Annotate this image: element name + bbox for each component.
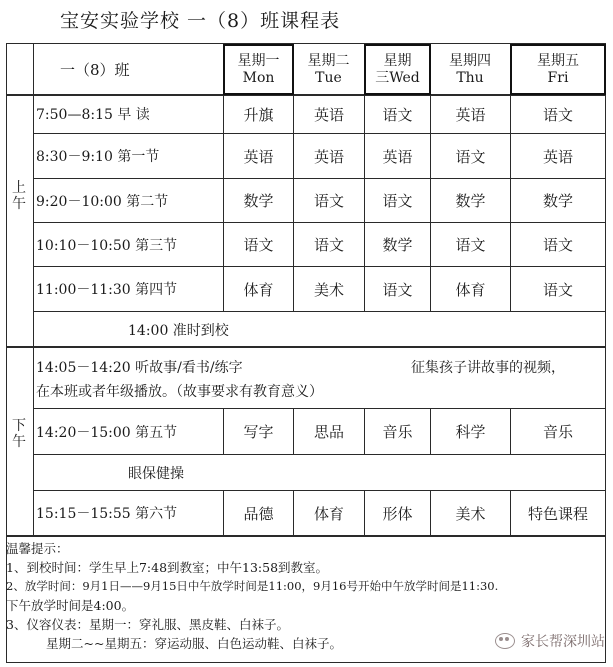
row-time: 10:10－10:50 第三节	[36, 237, 178, 254]
row-time: 8:30－9:10 第一节	[36, 149, 160, 165]
subject-cell-tue: 语文	[313, 236, 344, 254]
subject-cell-thu: 语文	[455, 147, 486, 166]
row6-tue: 体育	[313, 504, 344, 523]
subject-cell-mon: 数学	[243, 192, 274, 210]
notes-line: 星期二~~星期五：穿运动服、白色运动鞋、白袜子。	[46, 636, 342, 651]
subject-cell-tue: 英语	[313, 147, 344, 166]
class-label: 一（8）班	[60, 60, 130, 79]
subject-cell-wed: 英语	[382, 147, 413, 166]
watermark	[495, 631, 605, 651]
afternoon-label: 下 午	[12, 418, 26, 450]
subject-cell-thu: 体育	[455, 280, 486, 299]
notes-line: 1、到校时间：学生早上7:48到教室；中午13:58到教室。	[6, 560, 329, 575]
row-time: 7:50—8:15 早 读	[36, 107, 150, 123]
row-time: 9:20－10:00 第二节	[36, 193, 169, 210]
subject-cell-wed: 语文	[382, 105, 413, 124]
header-wednesday	[364, 44, 431, 95]
subject-cell-thu: 英语	[455, 105, 486, 124]
story-time: 14:05－14:20 听故事/看书/练字	[36, 360, 243, 376]
page-title: 宝安实验学校 一（8）班课程表	[60, 10, 341, 32]
row5-wed: 音乐	[382, 423, 413, 441]
notes-line: 3、仪容仪表：星期一：穿礼服、黑皮鞋、白袜子。	[6, 617, 289, 632]
subject-cell-tue: 英语	[313, 105, 344, 124]
row5-time: 14:20－15:00 第五节	[36, 424, 178, 441]
row6-wed: 形体	[382, 504, 413, 523]
subject-cell-mon: 体育	[243, 280, 274, 299]
header-monday	[223, 44, 294, 95]
wechat-icon	[495, 633, 515, 649]
day-en: Tue	[315, 69, 342, 86]
header-thursday	[430, 44, 510, 95]
story-video-note: 征集孩子讲故事的视频，	[411, 360, 565, 376]
subject-cell-wed: 语文	[382, 280, 413, 299]
day-en: 三Wed	[375, 69, 420, 86]
arrive-note: 14:00 准时到校	[128, 323, 229, 339]
notes-line: 下午放学时间是4:00。	[6, 598, 135, 613]
day-en: Mon	[242, 69, 275, 86]
row6-mon: 品德	[243, 504, 274, 523]
subject-cell-mon: 升旗	[243, 105, 274, 124]
subject-cell-fri: 语文	[542, 236, 573, 254]
notes-heading: 温馨提示：	[6, 541, 69, 556]
row5-fri: 音乐	[542, 423, 573, 441]
subject-cell-fri: 数学	[542, 192, 573, 210]
row-time: 11:00－11:30 第四节	[36, 282, 178, 298]
day-name: 星期四	[449, 52, 491, 69]
watermark-text: 家长帮深圳站	[521, 634, 605, 650]
subject-cell-thu: 数学	[455, 192, 486, 210]
subject-cell-wed: 数学	[382, 236, 413, 254]
day-en: Fri	[547, 69, 569, 86]
header-friday	[510, 44, 606, 95]
notes-line: 2、放学时间：9月1日——9月15日中午放学时间是11:00，9月16号开始中午放学时间是11:30.	[6, 579, 499, 593]
row5-mon: 写字	[243, 423, 274, 441]
row6-fri: 特色课程	[527, 504, 588, 523]
header-tuesday	[293, 44, 364, 95]
day-name: 星期二	[307, 52, 350, 69]
subject-cell-mon: 语文	[243, 236, 274, 254]
day-en: Thu	[456, 69, 484, 86]
day-name: 星期	[383, 52, 412, 69]
subject-cell-tue: 语文	[313, 192, 344, 210]
subject-cell-wed: 语文	[382, 192, 413, 210]
subject-cell-fri: 语文	[542, 105, 573, 124]
row5-tue: 思品	[313, 423, 344, 441]
reminder-notes	[6, 539, 498, 653]
subject-cell-fri: 英语	[542, 147, 573, 166]
day-name: 星期一	[237, 52, 280, 69]
subject-cell-fri: 语文	[542, 280, 573, 299]
story-note: 在本班或者年级播放。（故事要求有教育意义）	[36, 384, 323, 400]
subject-cell-tue: 美术	[313, 280, 344, 299]
eye-exercise: 眼保健操	[128, 466, 184, 482]
subject-cell-mon: 英语	[243, 147, 274, 166]
morning-label: 上 午	[12, 180, 26, 212]
subject-cell-thu: 语文	[455, 236, 486, 254]
day-name: 星期五	[537, 52, 579, 69]
row5-thu: 科学	[455, 423, 486, 441]
row6-time: 15:15－15:55 第六节	[36, 506, 178, 522]
row6-thu: 美术	[455, 504, 486, 523]
